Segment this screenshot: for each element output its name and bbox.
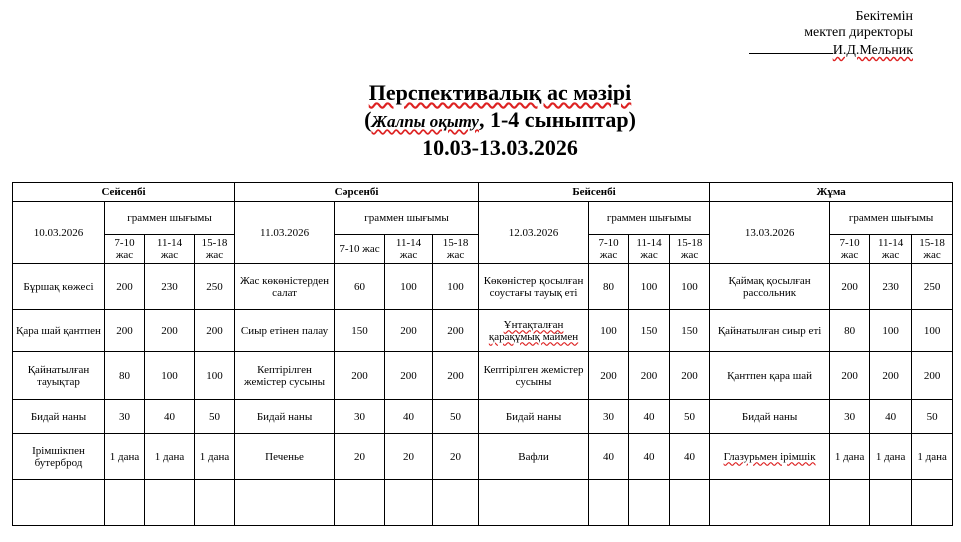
doc-title bbox=[0, 80, 961, 106]
age-label: 11-14 жас bbox=[385, 235, 433, 264]
portion-value: 200 bbox=[433, 310, 479, 352]
portion-value: 40 bbox=[870, 400, 912, 434]
empty-cell bbox=[710, 480, 830, 526]
dish-text: Ұнтақталған қарақұмық маймен bbox=[488, 318, 579, 343]
empty-cell bbox=[105, 480, 145, 526]
menu-table bbox=[12, 182, 953, 526]
age-label: 7-10 жас bbox=[105, 235, 145, 264]
dish-text: Көкөністер қосылған соустағы тауық еті bbox=[483, 274, 584, 299]
day-name-1: Сәрсенбі bbox=[235, 183, 479, 202]
portion-value: 30 bbox=[335, 400, 385, 434]
portion-value: 20 bbox=[385, 434, 433, 480]
portion-value: 230 bbox=[870, 264, 912, 310]
dish-name bbox=[479, 352, 589, 400]
dish-name bbox=[235, 310, 335, 352]
signature-blank bbox=[749, 41, 833, 54]
dish-text: Кептірілген жемістер сусыны bbox=[483, 363, 584, 388]
dish-text: Бидай наны bbox=[505, 410, 562, 423]
portion-value: 40 bbox=[145, 400, 195, 434]
table-row bbox=[13, 310, 953, 352]
dish-text: Қаймақ қосылған рассольник bbox=[728, 274, 811, 299]
portion-value: 100 bbox=[433, 264, 479, 310]
portion-value: 200 bbox=[385, 352, 433, 400]
portion-value: 40 bbox=[629, 434, 670, 480]
age-label: 11-14 жас bbox=[870, 235, 912, 264]
portion-value: 50 bbox=[912, 400, 953, 434]
portion-value: 50 bbox=[670, 400, 710, 434]
dish-name bbox=[13, 264, 105, 310]
grams-header-0: граммен шығымы bbox=[105, 202, 235, 235]
dish-text: Сиыр етінен палау bbox=[240, 324, 329, 337]
day-name-2: Бейсенбі bbox=[479, 183, 710, 202]
portion-value: 150 bbox=[335, 310, 385, 352]
dish-text: Бидай наны bbox=[741, 410, 798, 423]
portion-value: 200 bbox=[195, 310, 235, 352]
portion-value: 50 bbox=[195, 400, 235, 434]
portion-value: 30 bbox=[589, 400, 629, 434]
portion-value: 1 дана bbox=[912, 434, 953, 480]
empty-cell bbox=[385, 480, 433, 526]
portion-value: 1 дана bbox=[145, 434, 195, 480]
portion-value: 30 bbox=[105, 400, 145, 434]
portion-value: 100 bbox=[385, 264, 433, 310]
dish-text: Кептірілген жемістер сусыны bbox=[244, 363, 326, 388]
day-date-3: 13.03.2026 bbox=[710, 202, 830, 264]
age-label: 15-18 жас bbox=[912, 235, 953, 264]
portion-value: 40 bbox=[385, 400, 433, 434]
portion-value: 100 bbox=[589, 310, 629, 352]
portion-value: 230 bbox=[145, 264, 195, 310]
dish-text: Печенье bbox=[265, 450, 304, 463]
approval-line-1: Бекітемін bbox=[855, 9, 913, 24]
dish-name bbox=[479, 310, 589, 352]
empty-cell bbox=[870, 480, 912, 526]
portion-value: 80 bbox=[830, 310, 870, 352]
portion-value: 1 дана bbox=[870, 434, 912, 480]
empty-cell bbox=[235, 480, 335, 526]
portion-value: 200 bbox=[433, 352, 479, 400]
portion-value: 200 bbox=[830, 352, 870, 400]
doc-date-range bbox=[0, 135, 961, 161]
approval-line-3: И.Д.Мельник bbox=[832, 43, 913, 58]
dish-name bbox=[235, 434, 335, 480]
portion-value: 50 bbox=[433, 400, 479, 434]
portion-value: 30 bbox=[830, 400, 870, 434]
portion-value: 20 bbox=[335, 434, 385, 480]
portion-value: 150 bbox=[670, 310, 710, 352]
dish-name bbox=[479, 434, 589, 480]
portion-value: 1 дана bbox=[830, 434, 870, 480]
table-row bbox=[13, 434, 953, 480]
portion-value: 200 bbox=[145, 310, 195, 352]
date-range-text: 10.03-13.03.2026 bbox=[422, 135, 578, 160]
doc-subtitle bbox=[0, 107, 961, 135]
approval-line-2: мектеп директоры bbox=[804, 25, 913, 40]
day-date-0: 10.03.2026 bbox=[13, 202, 105, 264]
portion-value: 1 дана bbox=[105, 434, 145, 480]
approval-signature-line bbox=[749, 41, 913, 59]
dish-name bbox=[235, 400, 335, 434]
empty-cell bbox=[195, 480, 235, 526]
dish-name bbox=[13, 352, 105, 400]
doc-title-text: Перспективалық ас мәзірі bbox=[368, 80, 632, 105]
portion-value: 200 bbox=[830, 264, 870, 310]
portion-value: 40 bbox=[589, 434, 629, 480]
dish-name bbox=[710, 352, 830, 400]
portion-value: 200 bbox=[105, 264, 145, 310]
portion-value: 40 bbox=[629, 400, 670, 434]
portion-value: 150 bbox=[629, 310, 670, 352]
grams-header-row bbox=[13, 202, 953, 235]
table-row bbox=[13, 264, 953, 310]
day-name-0: Сейсенбі bbox=[13, 183, 235, 202]
dish-text: Бұршақ көжесі bbox=[23, 280, 94, 293]
dish-text: Вафли bbox=[518, 450, 549, 463]
portion-value: 200 bbox=[870, 352, 912, 400]
subtitle-open-paren: ( bbox=[364, 107, 372, 132]
dish-name bbox=[479, 264, 589, 310]
portion-value: 250 bbox=[912, 264, 953, 310]
day-header-row bbox=[13, 183, 953, 202]
age-label: 11-14 жас bbox=[629, 235, 670, 264]
dish-name bbox=[710, 310, 830, 352]
empty-cell bbox=[912, 480, 953, 526]
age-label: 15-18 жас bbox=[670, 235, 710, 264]
portion-value: 200 bbox=[589, 352, 629, 400]
dish-text: Жас көкөністерден салат bbox=[240, 274, 330, 299]
age-label: 15-18 жас bbox=[433, 235, 479, 264]
dish-text: Қара шай қантпен bbox=[16, 324, 101, 337]
grams-header-3: граммен шығымы bbox=[830, 202, 953, 235]
portion-value: 80 bbox=[589, 264, 629, 310]
portion-value: 100 bbox=[195, 352, 235, 400]
empty-cell bbox=[830, 480, 870, 526]
day-name-3: Жұма bbox=[710, 183, 953, 202]
dish-text: Бидай наны bbox=[30, 410, 87, 423]
age-label: 11-14 жас bbox=[145, 235, 195, 264]
dish-text: Бидай наны bbox=[256, 410, 313, 423]
table-row bbox=[13, 400, 953, 434]
dish-name bbox=[13, 434, 105, 480]
portion-value: 100 bbox=[629, 264, 670, 310]
portion-value: 200 bbox=[385, 310, 433, 352]
portion-value: 100 bbox=[145, 352, 195, 400]
subtitle-italic: Жалпы оқыту bbox=[371, 112, 479, 131]
grams-header-1: граммен шығымы bbox=[335, 202, 479, 235]
dish-text: Қайнатылған сиыр еті bbox=[717, 324, 822, 337]
dish-name bbox=[710, 434, 830, 480]
dish-name bbox=[235, 264, 335, 310]
subtitle-rest: , 1-4 сыныптар) bbox=[478, 107, 636, 132]
empty-cell bbox=[479, 480, 589, 526]
empty-cell bbox=[13, 480, 105, 526]
empty-cell bbox=[335, 480, 385, 526]
empty-cell bbox=[670, 480, 710, 526]
dish-name bbox=[13, 310, 105, 352]
portion-value: 100 bbox=[912, 310, 953, 352]
empty-row bbox=[13, 480, 953, 526]
table-row bbox=[13, 352, 953, 400]
empty-cell bbox=[629, 480, 670, 526]
dish-text: Қантпен қара шай bbox=[727, 369, 813, 382]
dish-text: Ірімшікпен бутерброд bbox=[32, 444, 85, 469]
portion-value: 80 bbox=[105, 352, 145, 400]
portion-value: 250 bbox=[195, 264, 235, 310]
empty-cell bbox=[145, 480, 195, 526]
dish-name bbox=[710, 400, 830, 434]
dish-name bbox=[479, 400, 589, 434]
age-label: 7-10 жас bbox=[589, 235, 629, 264]
dish-text: Қайнатылған тауықтар bbox=[27, 363, 90, 388]
approval-block bbox=[749, 9, 913, 59]
portion-value: 200 bbox=[335, 352, 385, 400]
empty-cell bbox=[589, 480, 629, 526]
age-label: 15-18 жас bbox=[195, 235, 235, 264]
portion-value: 200 bbox=[912, 352, 953, 400]
portion-value: 100 bbox=[670, 264, 710, 310]
age-label: 7-10 жас bbox=[335, 235, 385, 264]
portion-value: 20 bbox=[433, 434, 479, 480]
portion-value: 200 bbox=[670, 352, 710, 400]
dish-name bbox=[13, 400, 105, 434]
portion-value: 60 bbox=[335, 264, 385, 310]
day-date-2: 12.03.2026 bbox=[479, 202, 589, 264]
empty-cell bbox=[433, 480, 479, 526]
dish-text: Глазурьмен ірімшік bbox=[723, 450, 816, 463]
age-label: 7-10 жас bbox=[830, 235, 870, 264]
portion-value: 200 bbox=[629, 352, 670, 400]
day-date-1: 11.03.2026 bbox=[235, 202, 335, 264]
portion-value: 200 bbox=[105, 310, 145, 352]
portion-value: 100 bbox=[870, 310, 912, 352]
dish-name bbox=[710, 264, 830, 310]
portion-value: 1 дана bbox=[195, 434, 235, 480]
portion-value: 40 bbox=[670, 434, 710, 480]
grams-header-2: граммен шығымы bbox=[589, 202, 710, 235]
dish-name bbox=[235, 352, 335, 400]
